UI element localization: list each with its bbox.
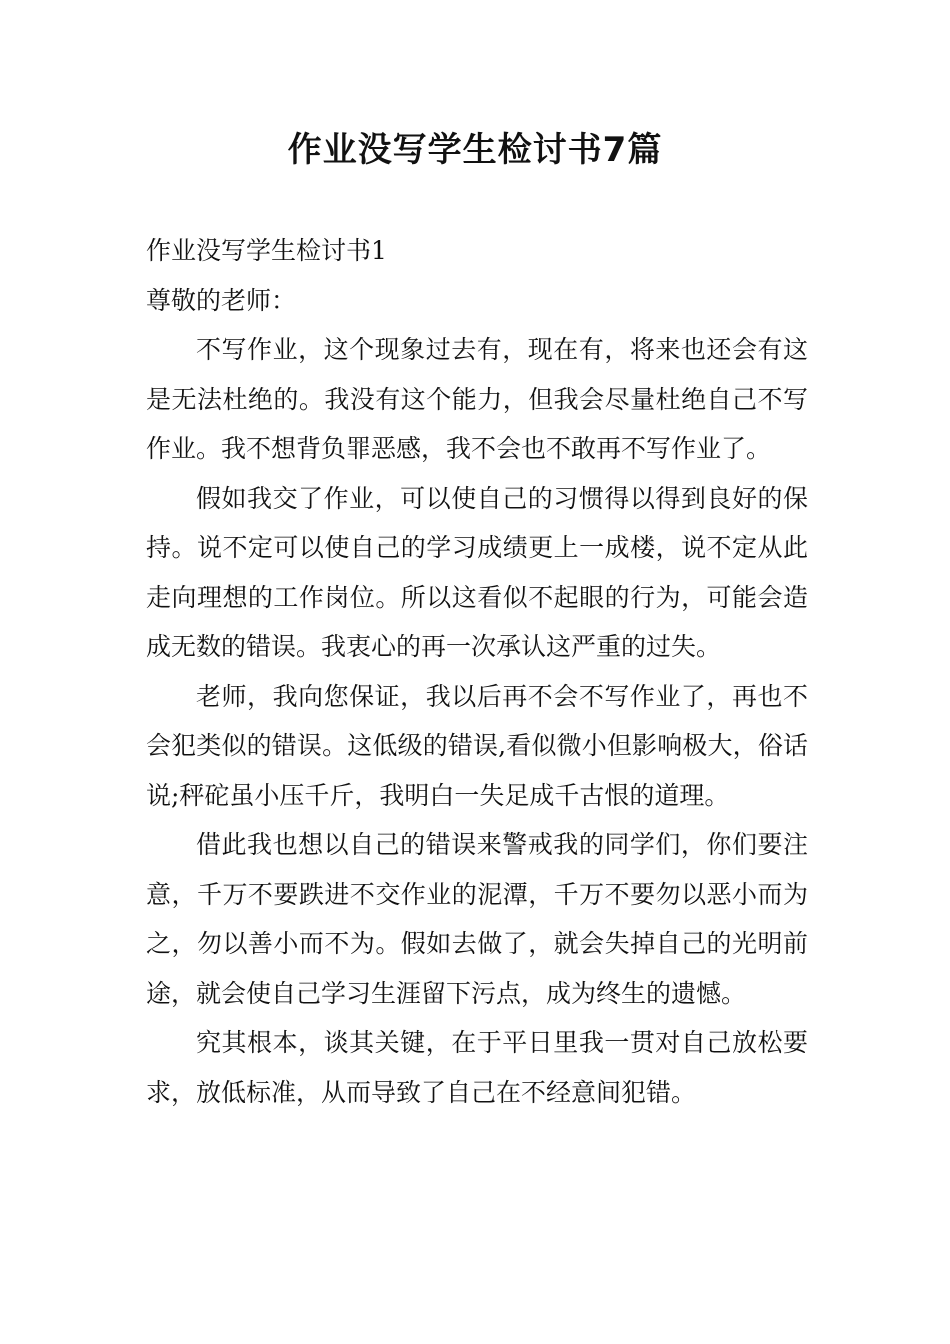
section-heading: 作业没写学生检讨书1 bbox=[146, 236, 387, 265]
body-paragraph: 假如我交了作业，可以使自己的习惯得以得到良好的保持。说不定可以使自己的学习成绩更上一成楼，说不定从此走向理想的工作岗位。所以这看似不起眼的行为，可能会造成无数的错误。我衷心的再一次承认这严重的过失。 bbox=[146, 483, 808, 661]
document-title: 作业没写学生检讨书7篇 bbox=[287, 130, 663, 170]
body-paragraph: 借此我也想以自己的错误来警戒我的同学们，你们要注意，千万不要跌进不交作业的泥潭，千万不要勿以恶小而为之，勿以善小而不为。假如去做了，就会失掉自己的光明前途，就会使自己学习生涯留下污点，成为终生的遗憾。 bbox=[146, 830, 808, 1008]
body-paragraph: 究其根本，谈其关键，在于平日里我一贯对自己放松要求，放低标准，从而导致了自己在不经意间犯错。 bbox=[146, 1028, 808, 1107]
document-body bbox=[146, 226, 808, 1117]
body-paragraph: 不写作业，这个现象过去有，现在有，将来也还会有这是无法杜绝的。我没有这个能力，但我会尽量杜绝自己不写作业。我不想背负罪恶感，我不会也不敢再不写作业了。 bbox=[146, 335, 808, 463]
salutation: 尊敬的老师： bbox=[146, 285, 297, 315]
body-paragraph: 老师，我向您保证，我以后再不会不写作业了，再也不会犯类似的错误。这低级的错误,看似微小但影响极大，俗话说;秤砣虽小压千斤，我明白一失足成千古恨的道理。 bbox=[146, 681, 808, 810]
